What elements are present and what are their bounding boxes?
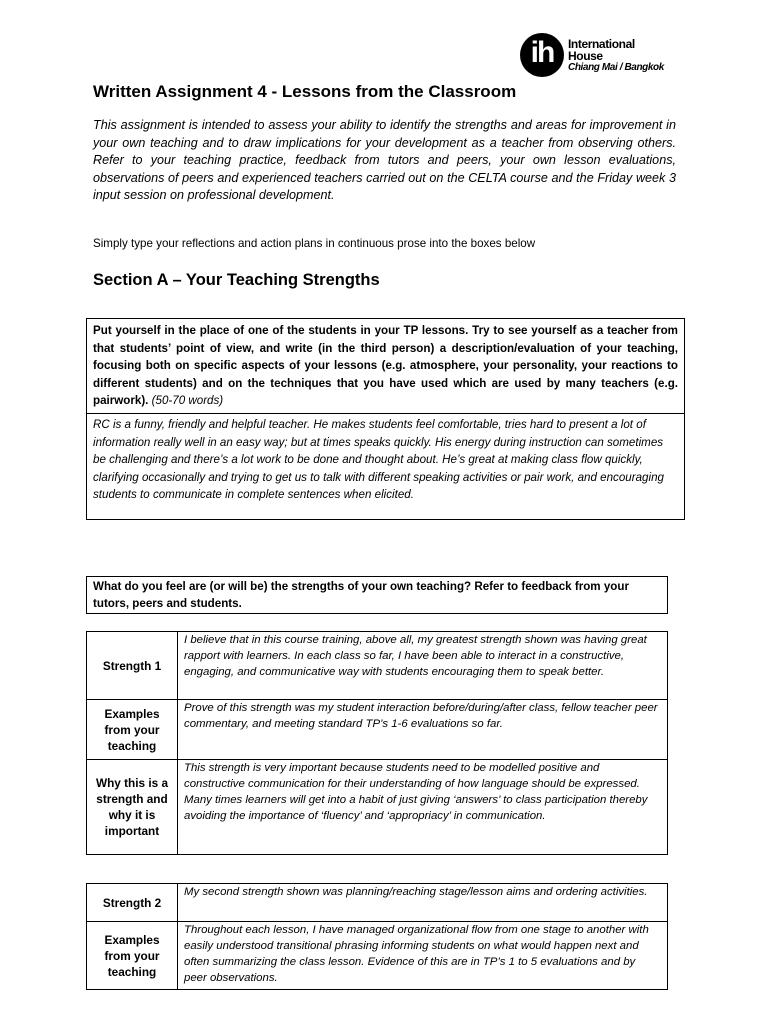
ih-logo-mark: ih	[520, 33, 564, 77]
section-a-prompt	[87, 319, 684, 414]
logo-line-3: Chiang Mai / Bangkok	[568, 62, 664, 73]
section-a-box	[86, 318, 685, 520]
logo-line-2: House	[568, 49, 603, 63]
table-row	[87, 922, 668, 990]
section-a-prompt-text: Put yourself in the place of one of the students in your TP lessons. Try to see yourself as a teacher from that students’ point of view, and write (in the third person) a description/evaluation of your teaching, focusing both on specific aspects of your lessons (e.g. atmosphere, your personality, your reactions to different students) and on the techniques that you have used which are used by many teachers (e.g. pairwork).	[93, 324, 678, 408]
strength-2-table	[86, 883, 668, 990]
table-row	[87, 632, 668, 700]
strength-1-text[interactable]: I believe that in this course training, above all, my greatest strength shown was having great rapport with learners. In each class so far, I have been able to interact in a constructive, engaging, and communicative way with students encouraging them to speak better.	[178, 632, 668, 700]
section-a-heading: Section A – Your Teaching Strengths	[93, 271, 380, 289]
instruction-text: Simply type your reflections and action plans in continuous prose into the boxes below	[93, 237, 536, 250]
strength-1-examples-label: Examples from your teaching	[87, 700, 178, 760]
strength-2-examples-label: Examples from your teaching	[87, 922, 178, 990]
logo-wordmark	[568, 38, 664, 74]
strength-1-table	[86, 631, 668, 855]
strength-1-why-label: Why this is a strength and why it is important	[87, 760, 178, 855]
strength-1-why[interactable]: This strength is very important because students need to be modelled positive and constructive communication for their understanding of how language should be expressed. Many times learners will get into a habit of just giving ‘answers’ to class participation thereby avoiding the importance of ‘fluency’ and ‘appropriacy’ in communication.	[178, 760, 668, 855]
table-row	[87, 760, 668, 855]
table-row	[87, 700, 668, 760]
word-count-hint: (50-70 words)	[151, 394, 224, 408]
strength-2-text[interactable]: My second strength shown was planning/reaching stage/lesson aims and ordering activities.	[178, 884, 668, 922]
section-a-answer[interactable]: RC is a funny, friendly and helpful teacher. He makes students feel comfortable, tries hard to present a lot of information really well in an easy way; but at times speaks quickly. His energy during instruction can sometimes be challenging and there’s a lot work to be done and thought about. He’s great at making class flow quickly, clarifying occasionally and trying to get us to talk with different speaking activities or pair work, and encouraging students to communicate in complete sentences when elicited.	[93, 417, 664, 502]
strength-2-label: Strength 2	[87, 884, 178, 922]
strength-1-examples[interactable]: Prove of this strength was my student interaction before/during/after class, fellow teacher peer commentary, and meeting standard TP’s 1-6 evaluations so far.	[178, 700, 668, 760]
strength-1-label: Strength 1	[87, 632, 178, 700]
logo-line-1: International	[568, 37, 635, 51]
intro-paragraph: This assignment is intended to assess your ability to identify the strengths and areas for improvement in your own teaching and to draw implications for your development as a teacher from observing others. Refer to your teaching practice, feedback from tutors and peers, your own lesson evaluations, observations of peers and experienced teachers carried out on the CELTA course and the Friday week 3 input session on professional development.	[93, 118, 676, 202]
strengths-question-box: What do you feel are (or will be) the strengths of your own teaching? Refer to feedback from your tutors, peers and students.	[86, 576, 668, 614]
table-row	[87, 884, 668, 922]
strength-2-examples[interactable]: Throughout each lesson, I have managed organizational flow from one stage to another with easily understood transitional phrasing informing students on what would happen next and often summarizing the class lesson. Evidence of this are in TP’s 1 to 5 evaluations and by peer observations.	[178, 922, 668, 990]
page-title: Written Assignment 4 - Lessons from the Classroom	[93, 82, 517, 101]
international-house-logo	[520, 33, 690, 81]
